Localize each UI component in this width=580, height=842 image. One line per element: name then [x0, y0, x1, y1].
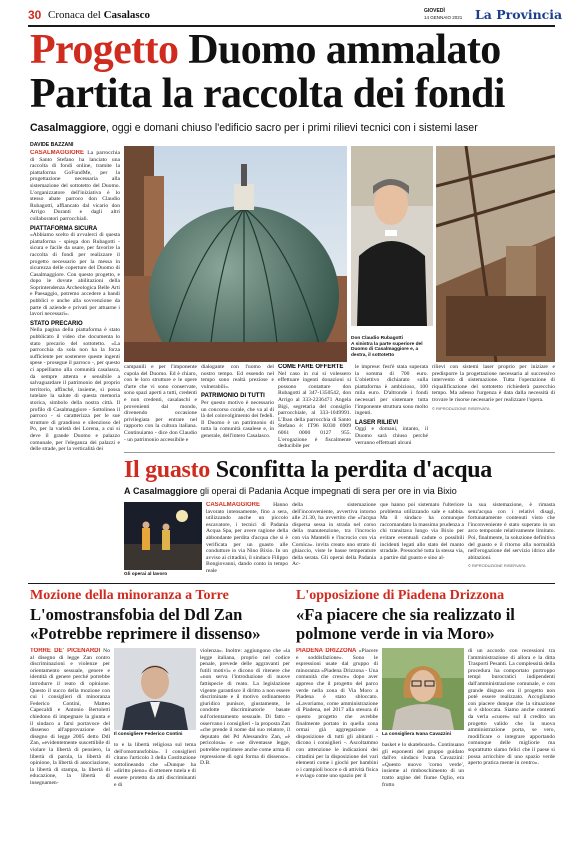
guasto-col1-text: Hanno lavorato intensamente, fino a sera, utilizzando anche un piccolo escavatore, i tecnici di Padania Acqua Spa, per avere ragione della abbondante perdita d'acqua che si è verificata per un guasto alle condutture in via Nino Bixio. In un avviso ai cittadini, il sindaco Filippo Bongiovanni, dando conto in tempo reale: [206, 502, 288, 574]
main-kicker: Progetto: [30, 27, 179, 73]
workers-photo: [124, 502, 202, 570]
section-name: Cronaca del: [48, 9, 101, 21]
guasto-col4: [468, 502, 555, 580]
right-col2: [382, 742, 464, 828]
header-date: 14 GENNAIO 2021: [424, 15, 463, 20]
right-photo-caption: La consigliera Ivana Cavazzini: [382, 732, 452, 737]
col1-sub-piattaforma: PIATTAFORMA SICURA: [30, 225, 98, 232]
guasto-col1: [206, 502, 288, 580]
left-col1-text: No al disegno di legge Zan contro discriminazioni e violenze per orientamento sessuale, genere e identità di genere perché potrebbe introdurre il reato di opinione. Questo il succo della mozione con cui i consiglieri di minoranza Federico Contini, Matteo Capecaldi e Antonio Bertoletti chiedono di impegnare la giunta e il sindaco a farsi portavoce del dissenso all'approvazione del disegno di legge 2005 detto Ddl Zan, «evidentemente suscettibile di violare la libertà di pensiero, la libertà di parola, la libertà di opinione, la libertà di associazione, la libertà di stampa, la libertà di educazione, la libertà di insegnamen-: [30, 648, 110, 786]
col4-text: Nel caso in cui si volessero effettuare ingenti donazioni si possono contattare don Rubagotti al 347-1350542, don Arrigo al 333-2236471 Angela Bigi, segretaria del consiglio parrocchiale, al 333-1049991. L'Iban della parrocchia di Santo Stefano è: IT96 K030 6909 6061 0000 0127 955. L'erogazione è fiscalmente deducibile per: [278, 370, 351, 450]
right-col3-text: di un accordo con recessioni tra l'amministrazione di allora e la ditta Trasporti Pesanti. La complessità della procedura ha comportato purtroppo tempi burocratici indipendenti dall'amministrazione comunale, e con grande disguso era il progetto non potè essere realizzato. Accogliamo con piacere dunque che la situazione si è sbloccata. Siamo anche contenti da verla «cuore» sul il credito un progetto valido che la nuova amministrazione porta, se vero, modificare o integrare apportando comunque delle migliorie ma soprattutto siamo felici che il paese si possa arricchire di uno spazio verde aperto pratica mente in centro».: [468, 648, 555, 767]
masthead: La Provincia: [475, 7, 563, 22]
main-col2: [124, 364, 197, 450]
guasto-kicker: Il guasto: [124, 457, 210, 483]
cavazzini-photo: [382, 648, 464, 730]
col1-lead-place: CASALMAGGIORE: [30, 150, 84, 156]
main-subtitle: [30, 122, 555, 134]
bottom-rule: [28, 583, 555, 584]
right-col1: [296, 648, 378, 828]
left-col3: [200, 648, 290, 828]
right-title: «Fa piacere che sia realizzato il polmone verde in via Moro»: [296, 605, 515, 643]
col1-sub-stato: STATO PRECARIO: [30, 320, 83, 327]
col1-text2: «Abbiamo scelto di avvalerci di questa piattaforma - spiega don Rubagotti - sicura e facile da usare, per favorire la raccolta di fondi per realizzare il progetto necessario per la messa in sicurezza delle coperture del Duomo di Casalmaggiore. Con questo progetto, e dopo le dovute abilitazioni della Soprintendenza Archeologica Belle Arti e Paesaggio, potremo accedere a bandi pubblici e anche alla sovvenzione da parte di aziende e privati per attuarne i lavori necessari».: [30, 232, 120, 318]
guasto-col2: [292, 502, 376, 580]
left-kicker: Mozione della minoranza a Torre: [30, 588, 229, 603]
main-col1: [30, 150, 120, 530]
left-col3-text: violenza». Inoltre: aggiungono che «la legge italiana, proprio nel codice penale, prevede delle aggravanti per futili motivi» e dicono di ritenere che «non serva l'introduzione di nuove fattispecie di reato. La legislazione vigente garantisce il diritto a non essere discriminate e il motivo ordinamento giuridico punisce, giustamente, le condotte discriminatorie basate sull'orientamento sessuale. Di fatto - osservano i consiglieri - la proposta Zan «che prende il nome dal suo relatore, il deputato del Pd Alessandro Zan, «è pericolosa» e «se diventasse legge, potrebbe reprimere anche come arma di repressione di ogni forma di dissenso». D.B.: [200, 648, 290, 767]
page-number: 30: [28, 8, 42, 22]
contini-photo: [114, 648, 196, 730]
right-place: PIADENA DRIZZONA: [296, 648, 357, 654]
left-col1: [30, 648, 110, 828]
left-col2-text: to e la libertà religiosa sul tema dell'omotransfobia». I consiglieri citano l'articolo 3 della Costituzione sottolineando che «Dunque ha «diritto pieno» di ottenere tutela e di essere protetto da atti discriminanti e di: [114, 742, 196, 788]
col3-sub-patrimonio: PATRIMONIO DI TUTTI: [201, 393, 265, 400]
section-town: Casalasco: [103, 9, 151, 21]
priest-photo: [351, 146, 433, 326]
main-headline-line2: Partita la raccolta dei fondi: [30, 71, 505, 117]
guasto-col3: [380, 502, 464, 580]
guasto-sub-letter: A: [124, 486, 131, 496]
guasto-col2-text: della sistemazione dell'inconveniente, avvertiva intorno alle 21.30, ha avvertito che «l'acqua dispersa sessa in strada nel corso della manutenzione, tra l'incrocio con via Mantelli e l'incrocio con via Cornica». invita creato uno strato di ghiaccio, viste le basse temperature della serata. Gli operai della Padania Ac-: [292, 502, 376, 568]
main-col3: [201, 364, 274, 450]
section-label: [48, 9, 150, 21]
header-day: GIOVEDÌ: [424, 8, 445, 14]
guasto-photo-caption: Gli operai al lavoro: [124, 572, 168, 577]
duomo-dome-photo: [124, 146, 347, 362]
main-headline: [30, 29, 555, 71]
main-col6: [432, 364, 555, 450]
guasto-col4-text: la sua sistemazione, è rimasta senz'acqua con i relativi disagi, fortunatamente contenuti visto che l'inconveniente è stato superato in un arco temporale relativamente limitato. Poi, finalmente, la soluzione definitiva del guasto e il ritorno alla normalità nell'erogazione del servizio idrico alle abitazioni.: [468, 502, 555, 561]
col6-copyright: © RIPRODUZIONE RISERVATA: [432, 405, 490, 411]
left-col2: [114, 742, 196, 828]
guasto-copyright: © RIPRODUZIONE RISERVATA: [468, 563, 526, 569]
col5-text: le imprese: fest'è stata superata la somma di 700 euro. L'obiettivo dichiarato sulla piattaforma è ambizioso, 100 mila euro. D'altronde i fondi necessari per sistemare tutta l'imponente struttura sono molto ingenti.: [355, 364, 428, 417]
right-col3: [468, 648, 555, 828]
col3-text2: Per questo motivo è necessario un concorso corale, che va al di là del coinvolgimento dei fedeli. Il Duomo è un patrimonio di tutta la comunità casalese e, in generale, dell'intero Casalasco.: [201, 399, 274, 439]
col2-text: campanili e per l'imponente cupola del Duomo. Ed è chiaro, con le loro strutture e le opere d'arte che vi sono conservate, sono spazi aperti a tutti, credenti e non credenti, casalaschi e provenienti dal mondo, divenendo occasione privilegiata per entrare nel rapporto con la cultura italiana. Continuiamo - dice don Claudio - un patrimonio accessibile e: [124, 364, 197, 443]
main-col4: [278, 364, 351, 450]
left-photo-caption: Il consigliere Federico Contini: [114, 732, 183, 737]
col3-text: dialogante con l'uomo del nostro tempo. Ed essendo nel tempo sono realtà preziose e vulnerabili».: [201, 364, 274, 390]
author-byline: DAVIDE BAZZANI: [30, 142, 74, 148]
main-col5: [355, 364, 428, 450]
col5-text2: Oggi e domani, intanto, il Duomo sarà chiuso perché verranno effettuati alcuni: [355, 426, 428, 446]
guasto-sub-text: gli operai di Padania Acque impegnati di sera per ore in via Bixio: [197, 486, 457, 496]
main-photo-caption: [351, 330, 435, 359]
guasto-title: Sconfitta la perdita d'acqua: [215, 457, 492, 483]
col4-sub-offerte: COME FARE OFFERTE: [278, 364, 344, 370]
attic-photo: [436, 146, 555, 362]
main-title-line1: Duomo ammalato: [188, 27, 501, 73]
col1-text: La parrocchia di Santo Stefano ha lanciato una raccolta di fondi online, tramite la piattaforma GoFundMe, per la progettazione necessaria alla sistemazione del sottotetto del Duomo. L'organizzatore dell'iniziativa è lo stesso abate parroco don Claudio Rubagotti, affiancato dal vicario don Arrigo Duranti e dagli altri collaboratori parrocchiali.: [30, 150, 120, 222]
guasto-rule: [124, 452, 555, 453]
guasto-col3-text: que hanno poi sistemato l'ulteriore problema utilizzando sale e sabbia. Ma il sindaco ha comunque raccomandato la massima prudenza a chi transitava lungo via Bixio per evitare eventuali cadute o possibili incidenti legati allo stato del manto stradale. Pressoché tutta la stessa via, a partire dal guasto e sino al-: [380, 502, 464, 561]
left-place: TORRE DE' PICENARDI: [30, 648, 101, 654]
page-header: [28, 7, 563, 24]
subtitle-town: Casalmaggiore: [30, 122, 106, 134]
guasto-sub-town: Casalmaggiore: [133, 486, 198, 496]
right-col2-text: basket e lo skateboard». Continuano gli esponenti del gruppo guidato dall'ex sindaco Ivana Cavazzini: «Questo nuovo 'corno verde', insieme al rimboschimento di un tratto argine del fiume Oglio, era frutto: [382, 742, 464, 788]
guasto-headline: [124, 457, 555, 483]
col6-text: rilievi con sistemi laser proprio per iniziare e predisporre la progettazione necessaria al successivo intervento di sistemazione. Tutta l'operazione di riqualificazione del sottotetto richiederà parecchio tempo. Ma adesso l'urgenza è data dalla necessità di trovare le risorse necessarie per realizzare l'opera.: [432, 364, 555, 403]
left-title: L'omostransfobia del Ddl Zan «Potrebbe reprimere il dissenso»: [30, 605, 261, 643]
main-caption-text: Don Claudio Rubagotti A sinistra la parte superiore del Duomo di Casalmaggiore e, a destra, il sottotetto: [351, 335, 423, 359]
col5-sub-laser: LASER RILIEVI: [355, 419, 399, 426]
col1-text3: Nella pagina della piattaforma è stato pubblicato il video che documenta lo stato precario del sottotetto. «La parrocchia da sola non ha la forza sufficiente per sostenere queste ingenti spese - prosegue il parroco -, per questo ci appelliamo alla comunità casalasca, da sempre attenta e sensibile a salvaguardare il patrimonio del proprio territorio, affinché, insieme, si possa tutelare la salute di questa memoria storica, simbolo della nostra città. Il profilo di Casalmaggiore - Sottolinea il parroco - si caratterizza per le sue strutture di grandioso e silenzioso del Po, per la varietà dei Lorena, a cui si deve il grande Duomo e palazzo comunale, per l'eleganza dei palazzi e delle strade, per la verticalità dei: [30, 327, 120, 453]
guasto-place: CASALMAGGIORE: [206, 502, 260, 508]
subtitle-text: , oggi e domani chiuso l'edificio sacro per i primi rilievi tecnici con i sistemi laser: [105, 122, 478, 134]
right-kicker: L'opposizione di Piadena Drizzona: [296, 588, 505, 603]
right-col1-text: «Piacere e soddisfazione». Sono le espressioni usate dal gruppo di minoranza «Piadena Drizzona - Una comunità che cresce» dopo aver appreso che il progetto del parco verde nella zona di Via Moro a Piadena è stato sbloccato. «Lavoriamo, come amministrazione di Piadena, nel 2017 alla stesura di questo progetto che avrebbe finalmente portato in quella zona ormai già aggregazione a disposizione di tutti gli abitanti - dicono i consiglieri -. Ascoltammo con attenzione le indicazioni dei cittadini per la disposizione dei vari elementi come i giochi per bambini o i campioli bocce o di attività fisica e sviago come uno spazio per il: [296, 648, 378, 780]
guasto-subtitle: [124, 486, 555, 496]
